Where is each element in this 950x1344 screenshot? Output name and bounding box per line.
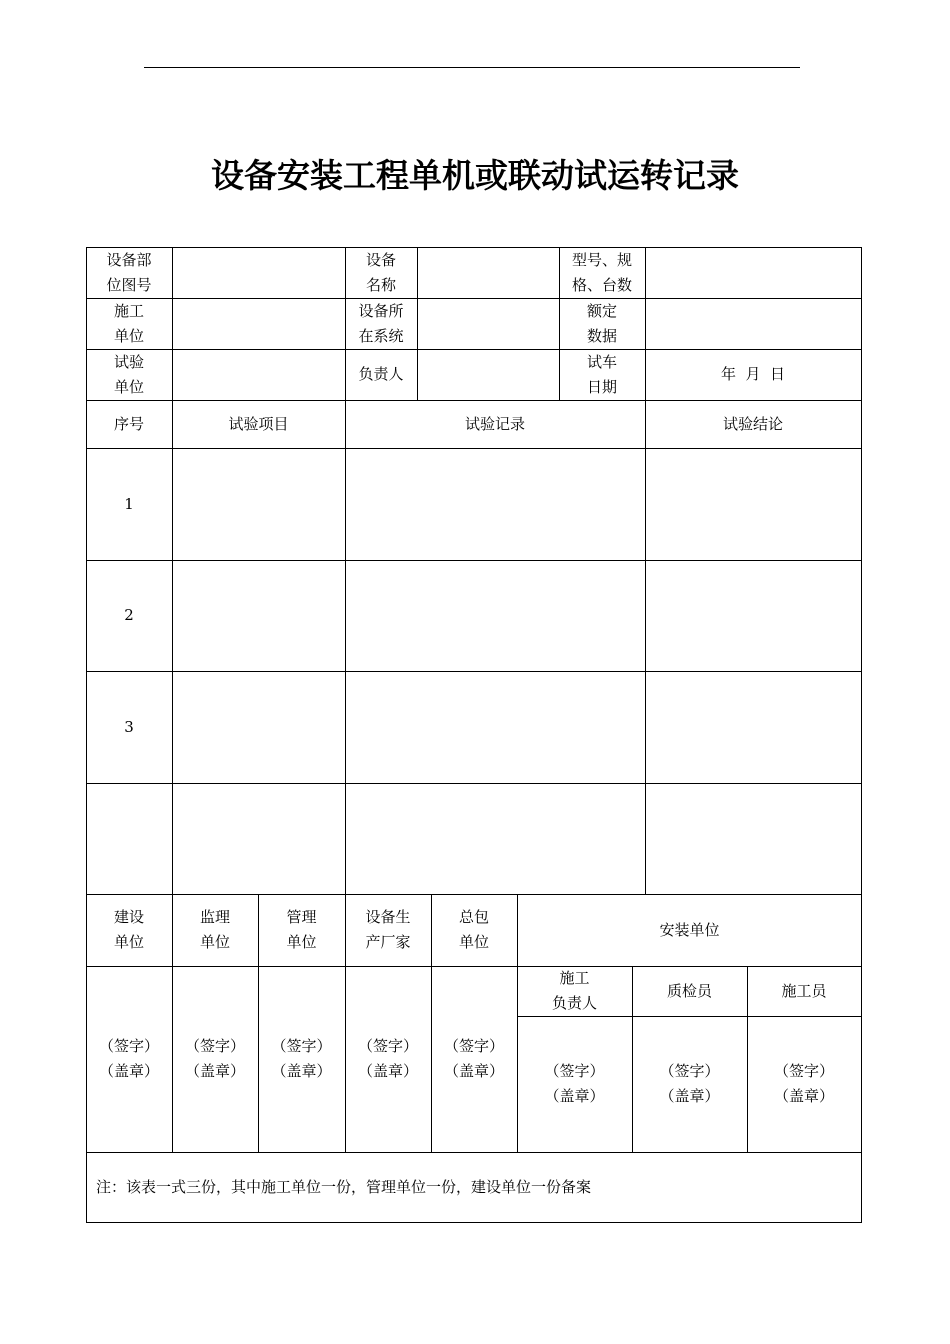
role-quality-inspector-label: 质检员 bbox=[666, 981, 712, 1000]
model-spec-qty-label: 型号、规 格、台数 bbox=[571, 250, 632, 294]
test-record-cell[interactable] bbox=[345, 448, 645, 560]
test-run-date-label: 试车 日期 bbox=[586, 352, 617, 396]
role-constructor-label: 施工员 bbox=[781, 981, 827, 1000]
test-conclusion-cell[interactable] bbox=[645, 783, 861, 894]
management-signature-cell[interactable]: （签字） （盖章） bbox=[271, 1037, 332, 1080]
test-conclusion-cell[interactable] bbox=[645, 671, 861, 783]
rated-data-value[interactable] bbox=[645, 298, 861, 349]
party-manufacturer-label: 设备生 产厂家 bbox=[365, 908, 411, 951]
quality-inspector-signature-cell[interactable]: （签字） （盖章） bbox=[659, 1062, 720, 1105]
header-rule bbox=[144, 67, 800, 68]
supervisor-signature-cell[interactable]: （签字） （盖章） bbox=[184, 1037, 245, 1080]
row-seq-2: 2 bbox=[124, 606, 134, 624]
party-general-contractor-label: 总包 单位 bbox=[458, 908, 489, 951]
owner-signature-cell[interactable]: （签字） （盖章） bbox=[98, 1037, 159, 1080]
row-seq-3: 3 bbox=[124, 717, 134, 736]
row-divider bbox=[86, 1152, 862, 1153]
constructor-signature-cell[interactable]: （签字） （盖章） bbox=[773, 1062, 834, 1105]
header-test-conclusion: 试验结论 bbox=[722, 414, 783, 433]
test-record-cell[interactable] bbox=[345, 671, 645, 783]
device-drawing-no-label: 设备部 位图号 bbox=[106, 250, 152, 294]
construction-lead-signature-cell[interactable]: （签字） （盖章） bbox=[544, 1062, 605, 1105]
header-test-record: 试验记录 bbox=[464, 414, 525, 433]
party-management-label: 管理 单位 bbox=[286, 908, 317, 951]
manufacturer-signature-cell[interactable]: （签字） （盖章） bbox=[357, 1037, 418, 1080]
row-seq-4 bbox=[86, 783, 172, 894]
construction-unit-value[interactable] bbox=[172, 298, 345, 349]
device-system-label: 设备所 在系统 bbox=[358, 301, 404, 345]
party-supervisor-label: 监理 单位 bbox=[199, 908, 230, 951]
test-item-cell[interactable] bbox=[172, 560, 345, 671]
general-contractor-signature-cell[interactable]: （签字） （盖章） bbox=[443, 1037, 504, 1080]
test-unit-label: 试验 单位 bbox=[113, 352, 144, 396]
test-conclusion-cell[interactable] bbox=[645, 448, 861, 560]
table-border-right bbox=[861, 247, 862, 1223]
row-seq-1: 1 bbox=[124, 494, 134, 513]
test-run-date-value[interactable]: 年 月 日 bbox=[720, 365, 786, 383]
rated-data-label: 额定 数据 bbox=[586, 301, 617, 345]
test-item-cell[interactable] bbox=[172, 671, 345, 783]
test-record-cell[interactable] bbox=[345, 783, 645, 894]
test-unit-value[interactable] bbox=[172, 349, 345, 400]
test-item-cell[interactable] bbox=[172, 783, 345, 894]
person-in-charge-value[interactable] bbox=[417, 349, 559, 400]
construction-unit-label: 施工 单位 bbox=[113, 301, 144, 345]
party-owner-label: 建设 单位 bbox=[113, 908, 144, 951]
model-spec-qty-value[interactable] bbox=[645, 247, 861, 298]
test-record-cell[interactable] bbox=[345, 560, 645, 671]
form-title: 设备安装工程单机或联动试运转记录 bbox=[211, 156, 739, 195]
installation-unit-label: 安装单位 bbox=[659, 920, 720, 939]
record-form-table bbox=[86, 247, 862, 1223]
header-seq: 序号 bbox=[113, 414, 144, 433]
header-test-item: 试验项目 bbox=[228, 414, 289, 433]
device-system-value[interactable] bbox=[417, 298, 559, 349]
person-in-charge-label: 负责人 bbox=[358, 365, 404, 383]
device-name-value[interactable] bbox=[417, 247, 559, 298]
form-note: 注：该表一式三份，其中施工单位一份，管理单位一份，建设单位一份备案 bbox=[96, 1178, 592, 1196]
table-border-bottom bbox=[86, 1222, 862, 1223]
device-name-label: 设备 名称 bbox=[365, 250, 396, 294]
test-item-cell[interactable] bbox=[172, 448, 345, 560]
test-conclusion-cell[interactable] bbox=[645, 560, 861, 671]
role-construction-lead-label: 施工 负责人 bbox=[551, 969, 597, 1012]
device-drawing-no-value[interactable] bbox=[172, 247, 345, 298]
